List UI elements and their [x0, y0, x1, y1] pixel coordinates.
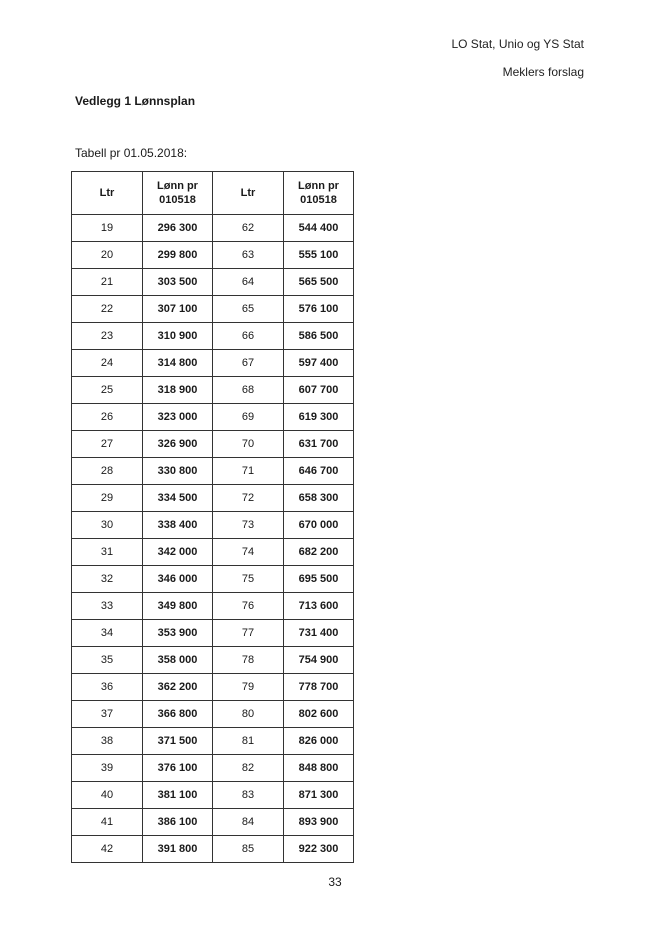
table-row — [72, 566, 354, 593]
table-row — [72, 485, 354, 512]
cell-ltr: 63 — [213, 242, 284, 269]
table-row — [72, 674, 354, 701]
cell-salary: 376 100 — [143, 755, 213, 782]
cell-ltr: 19 — [72, 215, 143, 242]
cell-salary: 713 600 — [284, 593, 354, 620]
cell-salary: 695 500 — [284, 566, 354, 593]
table-row — [72, 377, 354, 404]
cell-ltr: 81 — [213, 728, 284, 755]
cell-ltr: 38 — [72, 728, 143, 755]
cell-ltr: 41 — [72, 809, 143, 836]
cell-salary: 391 800 — [143, 836, 213, 863]
table-row — [72, 836, 354, 863]
column-header-ltr: Ltr — [72, 172, 143, 215]
cell-salary: 299 800 — [143, 242, 213, 269]
table-body — [72, 215, 354, 863]
cell-ltr: 69 — [213, 404, 284, 431]
cell-salary: 314 800 — [143, 350, 213, 377]
cell-ltr: 76 — [213, 593, 284, 620]
cell-ltr: 20 — [72, 242, 143, 269]
cell-ltr: 27 — [72, 431, 143, 458]
cell-salary: 565 500 — [284, 269, 354, 296]
table-row — [72, 809, 354, 836]
cell-salary: 323 000 — [143, 404, 213, 431]
table-row — [72, 242, 354, 269]
cell-salary: 754 900 — [284, 647, 354, 674]
cell-salary: 310 900 — [143, 323, 213, 350]
cell-salary: 731 400 — [284, 620, 354, 647]
cell-ltr: 77 — [213, 620, 284, 647]
table-row — [72, 539, 354, 566]
cell-ltr: 62 — [213, 215, 284, 242]
cell-salary: 658 300 — [284, 485, 354, 512]
cell-ltr: 21 — [72, 269, 143, 296]
table-row — [72, 782, 354, 809]
cell-salary: 631 700 — [284, 431, 354, 458]
cell-salary: 307 100 — [143, 296, 213, 323]
cell-ltr: 71 — [213, 458, 284, 485]
cell-ltr: 28 — [72, 458, 143, 485]
table-row — [72, 512, 354, 539]
cell-ltr: 70 — [213, 431, 284, 458]
cell-ltr: 40 — [72, 782, 143, 809]
cell-salary: 544 400 — [284, 215, 354, 242]
cell-ltr: 33 — [72, 593, 143, 620]
table-row — [72, 728, 354, 755]
cell-salary: 318 900 — [143, 377, 213, 404]
cell-salary: 366 800 — [143, 701, 213, 728]
table-row — [72, 647, 354, 674]
table-row — [72, 593, 354, 620]
cell-ltr: 66 — [213, 323, 284, 350]
cell-salary: 386 100 — [143, 809, 213, 836]
table-row — [72, 296, 354, 323]
cell-ltr: 24 — [72, 350, 143, 377]
table-row — [72, 620, 354, 647]
cell-salary: 296 300 — [143, 215, 213, 242]
salary-table — [71, 171, 354, 863]
table-row — [72, 755, 354, 782]
cell-salary: 597 400 — [284, 350, 354, 377]
table-row — [72, 350, 354, 377]
cell-ltr: 22 — [72, 296, 143, 323]
cell-salary: 326 900 — [143, 431, 213, 458]
table-header-row — [72, 172, 354, 215]
cell-salary: 778 700 — [284, 674, 354, 701]
table-row — [72, 431, 354, 458]
cell-salary: 871 300 — [284, 782, 354, 809]
column-header-salary: Lønn pr 010518 — [143, 172, 213, 215]
cell-salary: 619 300 — [284, 404, 354, 431]
cell-ltr: 30 — [72, 512, 143, 539]
table-row — [72, 458, 354, 485]
cell-ltr: 73 — [213, 512, 284, 539]
table-row — [72, 323, 354, 350]
cell-ltr: 34 — [72, 620, 143, 647]
cell-salary: 586 500 — [284, 323, 354, 350]
cell-salary: 381 100 — [143, 782, 213, 809]
cell-salary: 362 200 — [143, 674, 213, 701]
cell-ltr: 64 — [213, 269, 284, 296]
cell-ltr: 29 — [72, 485, 143, 512]
cell-salary: 338 400 — [143, 512, 213, 539]
column-header-salary: Lønn pr 010518 — [284, 172, 354, 215]
cell-ltr: 79 — [213, 674, 284, 701]
header-org-line: LO Stat, Unio og YS Stat — [451, 37, 584, 51]
table-row — [72, 701, 354, 728]
cell-salary: 670 000 — [284, 512, 354, 539]
cell-salary: 922 300 — [284, 836, 354, 863]
cell-ltr: 26 — [72, 404, 143, 431]
cell-salary: 358 000 — [143, 647, 213, 674]
header-proposal-line: Meklers forslag — [502, 65, 584, 79]
cell-ltr: 68 — [213, 377, 284, 404]
cell-ltr: 23 — [72, 323, 143, 350]
cell-ltr: 31 — [72, 539, 143, 566]
cell-salary: 334 500 — [143, 485, 213, 512]
cell-salary: 353 900 — [143, 620, 213, 647]
document-title: Vedlegg 1 Lønnsplan — [75, 94, 196, 108]
table-row — [72, 269, 354, 296]
cell-salary: 576 100 — [284, 296, 354, 323]
cell-ltr: 85 — [213, 836, 284, 863]
cell-salary: 342 000 — [143, 539, 213, 566]
cell-ltr: 80 — [213, 701, 284, 728]
cell-ltr: 42 — [72, 836, 143, 863]
cell-salary: 646 700 — [284, 458, 354, 485]
table-row — [72, 215, 354, 242]
cell-salary: 848 800 — [284, 755, 354, 782]
cell-ltr: 65 — [213, 296, 284, 323]
cell-salary: 682 200 — [284, 539, 354, 566]
cell-ltr: 39 — [72, 755, 143, 782]
cell-ltr: 75 — [213, 566, 284, 593]
column-header-ltr: Ltr — [213, 172, 284, 215]
cell-ltr: 82 — [213, 755, 284, 782]
cell-ltr: 74 — [213, 539, 284, 566]
cell-ltr: 37 — [72, 701, 143, 728]
cell-ltr: 84 — [213, 809, 284, 836]
cell-salary: 555 100 — [284, 242, 354, 269]
cell-ltr: 32 — [72, 566, 143, 593]
cell-ltr: 25 — [72, 377, 143, 404]
cell-salary: 371 500 — [143, 728, 213, 755]
cell-ltr: 67 — [213, 350, 284, 377]
cell-ltr: 72 — [213, 485, 284, 512]
cell-ltr: 78 — [213, 647, 284, 674]
table-caption: Tabell pr 01.05.2018: — [75, 146, 188, 160]
page-number: 33 — [328, 875, 342, 889]
table-row — [72, 404, 354, 431]
cell-salary: 893 900 — [284, 809, 354, 836]
cell-salary: 346 000 — [143, 566, 213, 593]
cell-salary: 802 600 — [284, 701, 354, 728]
cell-ltr: 35 — [72, 647, 143, 674]
cell-ltr: 83 — [213, 782, 284, 809]
cell-salary: 826 000 — [284, 728, 354, 755]
cell-salary: 330 800 — [143, 458, 213, 485]
cell-salary: 303 500 — [143, 269, 213, 296]
cell-salary: 607 700 — [284, 377, 354, 404]
cell-ltr: 36 — [72, 674, 143, 701]
cell-salary: 349 800 — [143, 593, 213, 620]
